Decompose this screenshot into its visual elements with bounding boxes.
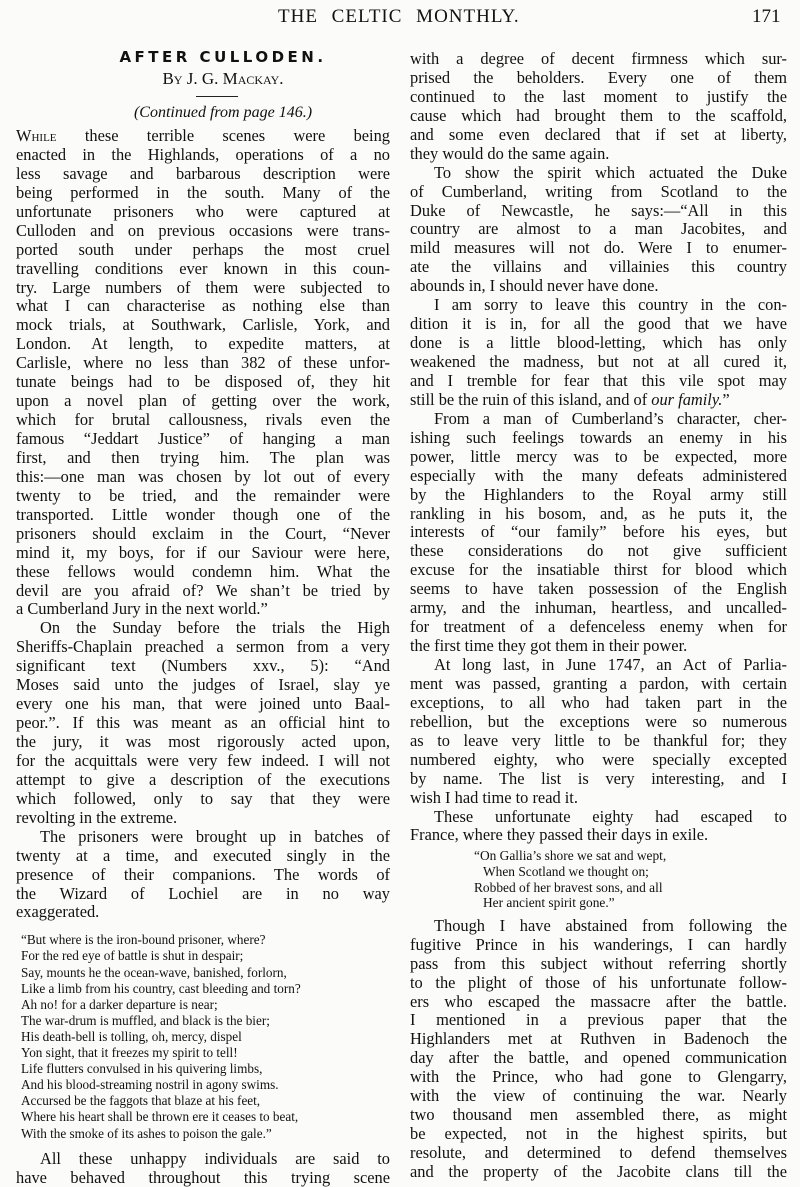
text-line: seems to have taken possession of the English: [410, 579, 787, 599]
text-line: ishing such feelings towards an enemy in his: [410, 427, 787, 447]
text-line: especially with the many defeats administered: [410, 465, 787, 485]
drop-word: While: [16, 126, 57, 145]
text-line: rebellion, but the exceptions were so numerous: [410, 711, 787, 731]
text-line: the Wizard of Lochiel are in no way: [16, 883, 390, 903]
text-line: twenty at a time, and executed singly in the: [16, 845, 390, 865]
text-line: being performed in the south. Many of the: [16, 182, 390, 202]
paragraph: [410, 410, 787, 656]
text-line: travelling conditions ever known in this coun-: [16, 258, 390, 278]
poem-quotation: [21, 932, 390, 1141]
text-line: army, and the inhuman, heartless, and uncalled-: [410, 598, 787, 618]
text-line: attempt to give a description of the executions: [16, 769, 390, 789]
paragraph: [16, 828, 390, 923]
text-line: unfortunate prisoners who were captured at: [16, 201, 390, 221]
text-line: mild measures will not do. Were I to enumer-: [410, 238, 787, 258]
text-line: dition it is in, for all the good that we have: [410, 314, 787, 334]
text-line: by name. The list is very interesting, and I: [410, 768, 787, 788]
paragraph: [410, 296, 787, 391]
paragraph: [410, 917, 787, 1182]
text-line: which for brutal callousness, rivals even the: [16, 410, 390, 430]
paragraph-end: [410, 391, 787, 410]
paragraph: [410, 656, 787, 808]
poem-line: Like a limb from his country, cast bleeding and torn?: [21, 980, 301, 996]
text-line: London. At length, to expedite matters, at: [16, 334, 390, 354]
text-line: Culloden and on previous occasions were trans-: [16, 220, 390, 240]
text-line: with the view of continuing the war. Nearly: [410, 1086, 787, 1106]
text-line: Duke of Newcastle, he says:—“All in this: [410, 200, 787, 220]
journal-title: THE CELTIC MONTHLY.: [278, 6, 520, 27]
text-line: interests of “our family” before his eyes, but: [410, 522, 787, 542]
text-line: famous “Jeddart Justice” of hanging a man: [16, 429, 390, 448]
text-line: These unfortunate eighty had escaped to: [434, 806, 787, 826]
text-line: the jury, it was most rigorously acted upon,: [16, 732, 390, 751]
poem-line: With the smoke of its ashes to poison the gale.”: [21, 1125, 272, 1141]
text-line: first, and then trying him. The plan was: [16, 447, 390, 467]
text-line: pass from this subject without referring shortly: [410, 953, 787, 973]
poem-quotation: [474, 848, 787, 910]
poem-line: Accursed be the faggots that blaze at his feet,: [21, 1093, 261, 1109]
text-line: The prisoners were brought up in batches of: [40, 826, 390, 846]
text-line: I am sorry to leave this country in the con-: [434, 295, 787, 315]
continued-note: (Continued from page 146.): [133, 104, 313, 121]
text-line: France, where they passed their days in exile.: [410, 825, 709, 845]
poem-line: Life flutters convulsed in his quivering limbs,: [21, 1061, 263, 1077]
text-line: tunate beings had to be disposed of, they hit: [16, 372, 390, 392]
text-line: mind it, my boys, for if our Saviour were here,: [16, 542, 390, 562]
text-line: resolute, and determined to defend themselves: [410, 1143, 787, 1162]
title-rule: [196, 96, 238, 97]
text-line: a Cumberland Jury in the next world.”: [16, 599, 268, 619]
text-line: as to leave very little to be thankful for; they: [410, 730, 787, 750]
text-line: Carlisle, where no less than 382 of these unfor-: [16, 353, 390, 373]
text-line: day after the battle, and opened communication: [410, 1048, 787, 1068]
poem-line: For the red eye of battle is shut in despair;: [21, 948, 244, 964]
text-line: ate the villains and villainies this country: [410, 257, 787, 277]
running-head: [0, 6, 800, 32]
text-line: these fellows would condemn him. What the: [16, 561, 390, 581]
text-line: From a man of Cumberland’s character, cher-: [434, 408, 787, 428]
text-line: upon a novel plan of getting over the work,: [16, 391, 390, 411]
text-line: with a degree of decent firmness which sur-: [410, 49, 787, 68]
text-line: have behaved throughout this trying scene: [16, 1167, 390, 1187]
poem-line: The war-drum is muffled, and black is the bier;: [21, 1012, 270, 1028]
text-line: these considerations do not give sufficient: [410, 541, 787, 561]
text-line: fugitive Prince in his wanderings, I can hardly: [410, 934, 787, 954]
text-line: what I can characterise as nothing else than: [16, 296, 390, 316]
text-line: ers who escaped the massacre after the battle.: [410, 991, 787, 1011]
text-line: for treatment of a defenceless enemy when for: [410, 617, 787, 637]
text-line: for the acquittals were very few indeed. I will not: [16, 750, 390, 770]
text-line: numbered eighty, who were specially excepted: [410, 749, 787, 769]
poem-line: Say, mounts he the ocean-wave, banished, forlorn,: [21, 964, 287, 980]
text-line: revolting in the extreme.: [16, 807, 178, 827]
text-line: presence of their companions. The words of: [16, 864, 390, 884]
text-line: which followed, only to say that they were: [16, 788, 390, 808]
text-line: twenty to be tried, and the remainder were: [16, 485, 390, 505]
text-line: be expected, not in the highest spirits, but: [410, 1124, 787, 1144]
text-line: At long last, in June 1747, an Act of Parlia-: [434, 655, 787, 674]
text-line: wish I had time to read it.: [410, 787, 578, 807]
text-line: the first time they got them in their power.: [410, 636, 688, 656]
text-line: to the plight of those of his unfortunate follow-: [410, 972, 787, 992]
text-line: two thousand men assembled there, as might: [410, 1105, 787, 1125]
poem-line: Yon sight, that it freezes my spirit to tell!: [21, 1045, 238, 1061]
text-line: less savage and barbarous description were: [16, 163, 390, 183]
text-line: they would do the same again.: [410, 143, 610, 163]
paragraph: [16, 127, 390, 619]
text-line: ment was passed, granting a pardon, with certain: [410, 673, 787, 693]
poem-line: His death-bell is tolling, oh, mercy, dispel: [21, 1028, 242, 1044]
poem-line: Where his heart shall be thrown ere it ceases to beat,: [21, 1109, 299, 1125]
text-line: continued to the last moment to justify the: [410, 86, 787, 106]
article-title: AFTER CULLODEN.: [119, 48, 327, 66]
text-line: peor.”. If this was meant as an official hint to: [16, 713, 390, 733]
poem-line: When Scotland we thought on;: [483, 863, 649, 879]
text-line: significant text (Numbers xxv., 5): “And: [16, 656, 390, 676]
poem-line: Robbed of her bravest sons, and all: [474, 879, 663, 895]
text-line: by the Highlanders to the Royal army still: [410, 484, 787, 504]
text-line: exaggerated.: [16, 902, 100, 922]
text-line: Sheriffs-Chaplain preached a sermon from a very: [16, 637, 390, 657]
text-line: every one his man, that were joined unto Baal-: [16, 694, 390, 714]
text-line: On the Sunday before the trials the High: [40, 618, 390, 638]
text-line: excuse for the insatiable thirst for blood which: [410, 560, 787, 580]
poem-line: Ah no! for a darker departure is near;: [21, 996, 218, 1012]
text-line: still be the ruin of this island, and of our family.”: [410, 389, 730, 409]
text-line: of Cumberland, writing from Scotland to the: [410, 181, 787, 201]
poem-line: Her ancient spirit gone.”: [483, 895, 615, 911]
text-line: and some even declared that if set at liberty,: [410, 124, 787, 144]
text-line: While these terrible scenes were being: [16, 126, 390, 145]
text-line: exceptions, to all who had taken part in the: [410, 692, 787, 712]
text-line: devil are you afraid of? We shan’t be tried by: [16, 580, 390, 600]
paragraph: [410, 808, 787, 846]
text-line: Though I have abstained from following the: [434, 915, 787, 935]
left-column: [16, 46, 390, 1187]
text-line: To show the spirit which actuated the Duke: [434, 162, 787, 182]
text-line: with the Prince, who had gone to Glengarry,: [410, 1067, 787, 1087]
emphasis: our family.: [651, 389, 723, 409]
text-line: transported. Little wonder though one of the: [16, 504, 390, 524]
text-line: enacted in the Highlands, operations of a no: [16, 144, 390, 164]
text-line: Highlanders met at Ruthven in Badenoch the: [410, 1029, 787, 1049]
text-line: Moses said unto the judges of Israel, slay ye: [16, 675, 390, 695]
text-line: mock trials, at Southwark, Carlisle, York, and: [16, 315, 390, 335]
poem-line: And his blood-streaming nostril in agony swims.: [21, 1077, 279, 1093]
text-line: I mentioned in a previous paper that the: [410, 1010, 787, 1030]
text-line: try. Large numbers of them were subjected to: [16, 277, 390, 297]
text-line: abounds in, I should never have done.: [410, 276, 659, 296]
text-line: this:—one man was chosen by lot out of every: [16, 466, 390, 486]
paragraph: [410, 164, 787, 297]
text-line: All these unhappy individuals are said to: [40, 1148, 390, 1168]
poem-line: “On Gallia’s shore we sat and wept,: [474, 848, 667, 864]
text-line: done is a little blood-letting, which has only: [410, 333, 787, 353]
text-line: weakened the madness, but not at all cured it,: [410, 352, 787, 371]
text-line: country are almost to a man Jacobites, and: [410, 219, 787, 239]
right-column: [410, 50, 787, 1182]
text-line: and I tremble for fear that this vile spot may: [410, 370, 787, 390]
page-number: 171: [752, 6, 781, 27]
text-line: ported south under perhaps the most cruel: [16, 239, 390, 259]
text-line: prised the beholders. Every one of them: [410, 67, 787, 87]
byline: By J. G. Mackay.: [162, 69, 284, 88]
text-line: prisoners should exclaim in the Court, “Never: [16, 523, 390, 543]
paragraph: [16, 619, 390, 827]
text-line: power, little mercy was to be expected, more: [410, 446, 787, 466]
poem-line: “But where is the iron-bound prisoner, where?: [21, 932, 266, 948]
text-line: cause which had brought them to the scaffold,: [410, 105, 787, 125]
paragraph: [410, 50, 787, 164]
text-line: rankling in his bosom, and, as he puts it, the: [410, 503, 787, 523]
paragraph: [16, 1150, 390, 1187]
text-line: and the property of the Jacobite clans till the: [410, 1161, 787, 1181]
